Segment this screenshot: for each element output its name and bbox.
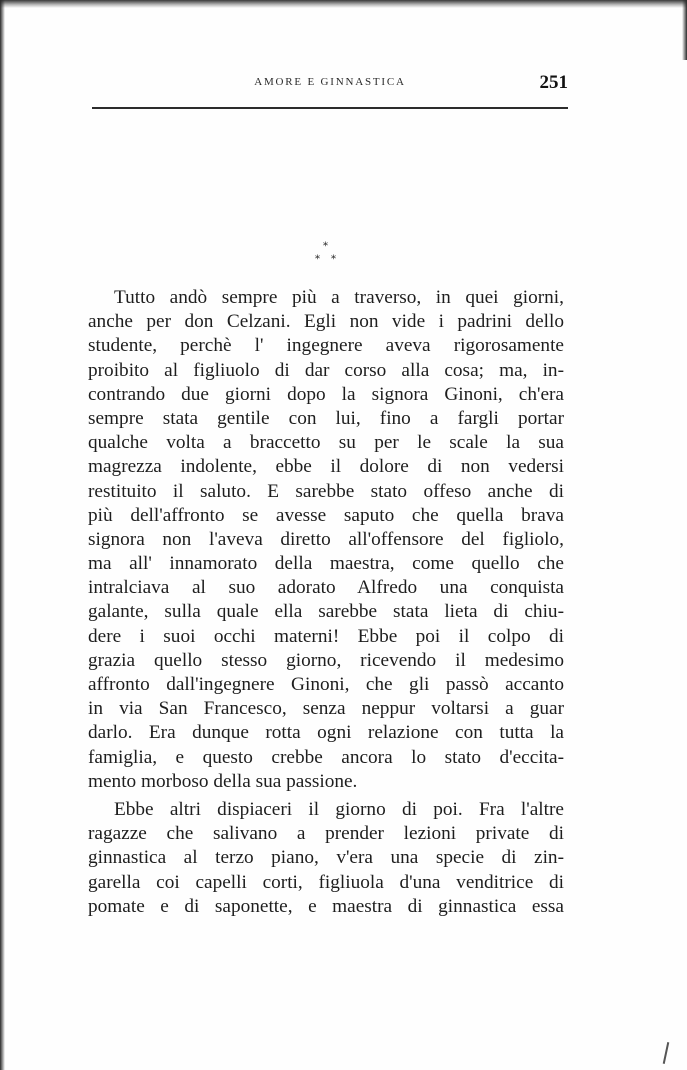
scan-mark	[663, 1042, 670, 1064]
text-line: più dell'affronto se avesse saputo che quella brava	[88, 504, 564, 526]
scan-right-edge	[682, 0, 687, 60]
text-line: in via San Francesco, senza neppur voltarsi a guar	[88, 698, 564, 720]
text-line: restituito il saluto. E sarebbe stato offeso anche di	[88, 480, 564, 502]
running-title: AMORE E GINNASTICA	[254, 76, 406, 88]
body-text	[88, 286, 564, 919]
text-line: contrando due giorni dopo la signora Ginoni, ch'era	[88, 383, 564, 405]
text-line: pomate e di saponette, e maestra di ginnastica essa	[88, 895, 564, 917]
text-line: ragazze che salivano a prender lezioni private di	[88, 823, 564, 845]
text-line: intralciava al suo adorato Alfredo una conquista	[88, 577, 564, 599]
text-line: galante, sulla quale ella sarebbe stata lieta di chiu-	[88, 601, 564, 623]
text-line: anche per don Celzani. Egli non vide i padrini dello	[88, 311, 564, 333]
text-line: magrezza indolente, ebbe il dolore di non vedersi	[88, 456, 564, 478]
text-line: Ebbe altri dispiaceri il giorno di poi. Fra l'altre	[114, 798, 564, 820]
text-line: sempre stata gentile con lui, fino a fargli portar	[88, 407, 564, 429]
text-line: qualche volta a braccetto su per le scale la sua	[88, 432, 564, 454]
text-line: proibito al figliuolo di dar corso alla cosa; ma, in-	[88, 359, 564, 381]
page-number: 251	[539, 72, 568, 93]
asterism-star-right: *	[331, 254, 336, 265]
header-rule	[92, 107, 568, 109]
text-line: Tutto andò sempre più a traverso, in quei giorni,	[114, 287, 564, 308]
scan-left-edge	[0, 0, 5, 1070]
text-line: studente, perchè l' ingegnere aveva rigorosamente	[88, 335, 564, 357]
text-line: ma all' innamorato della maestra, come quello che	[88, 553, 564, 575]
section-break-asterism	[308, 241, 348, 271]
text-line: signora non l'aveva diretto all'offensore del figliolo,	[88, 528, 564, 550]
text-line: famiglia, e questo crebbe ancora lo stato d'eccita-	[88, 746, 564, 768]
asterism-star-top: *	[323, 241, 328, 252]
text-line: affronto dall'ingegnere Ginoni, che gli passò accanto	[88, 674, 564, 695]
text-line: garella coi capelli corti, figliuola d'una venditrice di	[88, 871, 564, 893]
text-line: dere i suoi occhi materni! Ebbe poi il colpo di	[88, 625, 564, 647]
running-head	[92, 72, 568, 96]
text-line: grazia quello stesso giorno, ricevendo il medesimo	[88, 649, 564, 671]
text-line: ginnastica al terzo piano, v'era una specie di zin-	[88, 847, 564, 869]
text-line: darlo. Era dunque rotta ogni relazione con tutta la	[88, 722, 564, 744]
text-line: mento morboso della sua passione.	[88, 770, 358, 792]
scan-top-edge	[0, 0, 687, 8]
asterism-star-left: *	[315, 254, 320, 265]
